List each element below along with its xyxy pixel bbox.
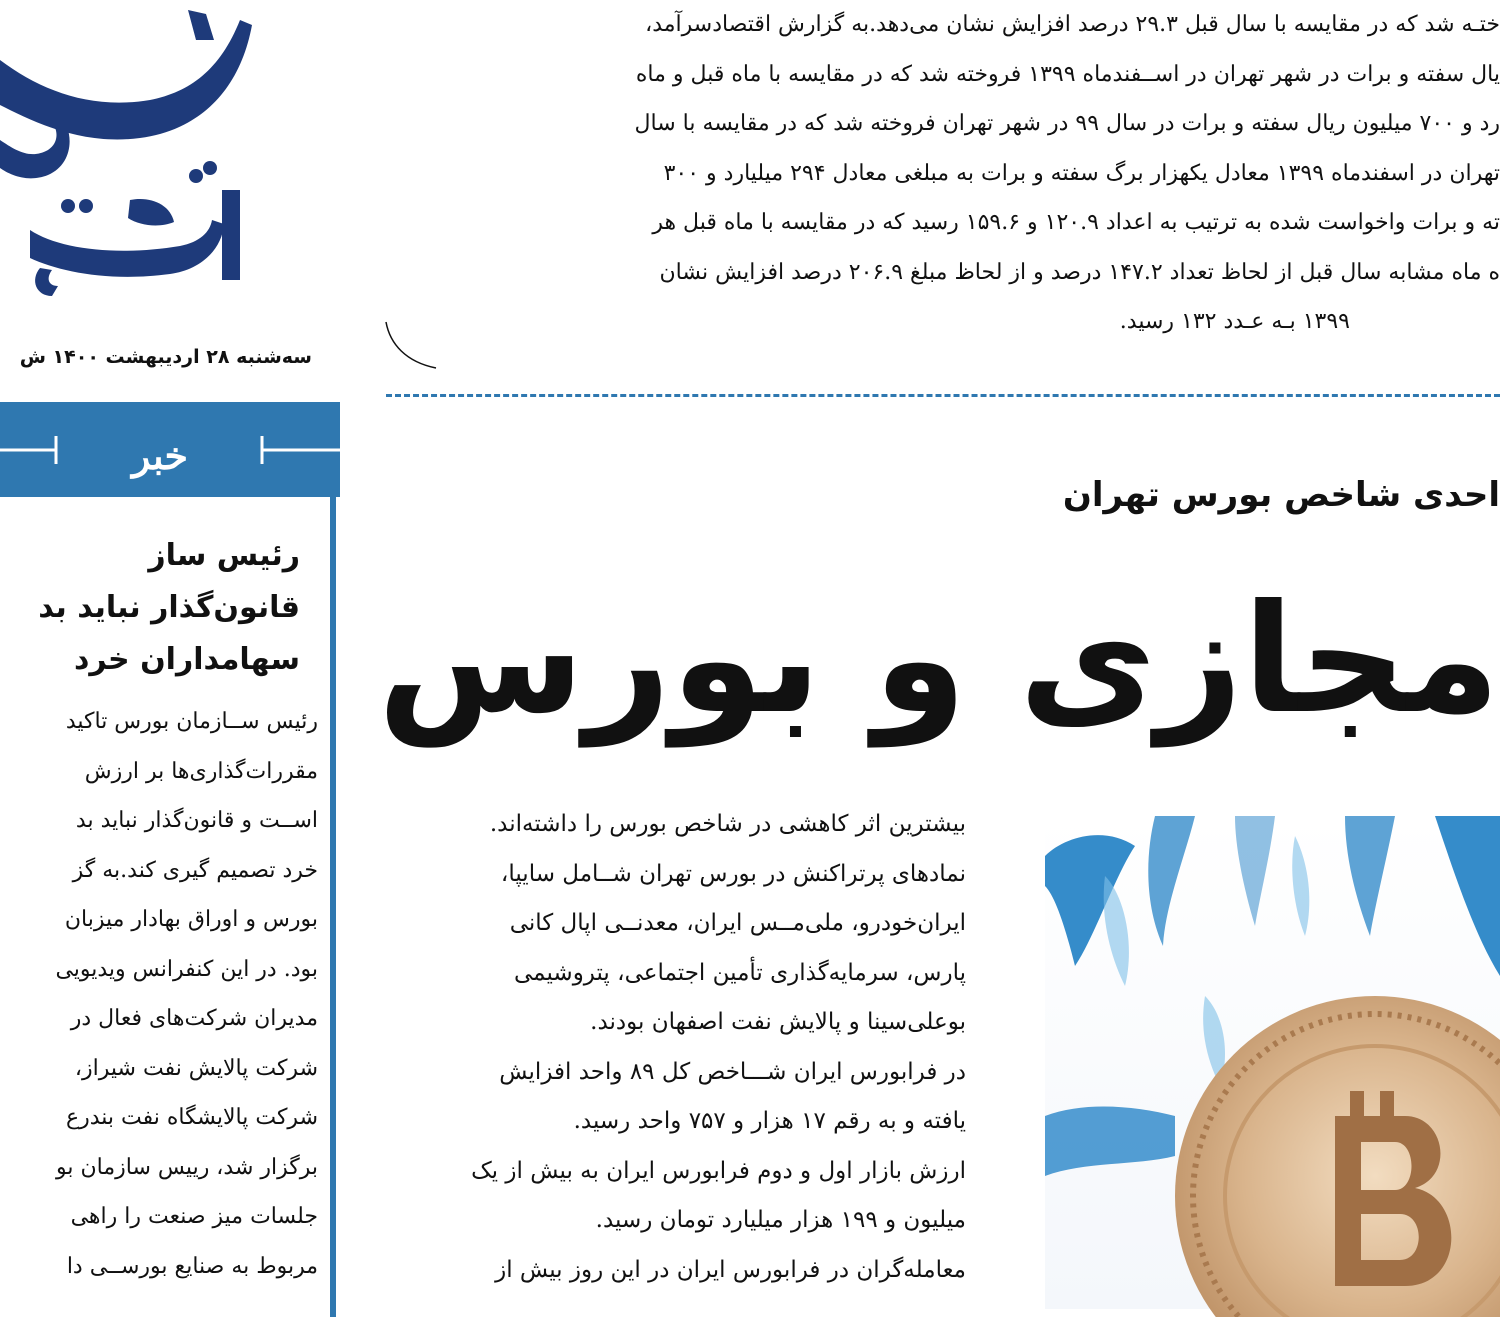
sidebar-body-line: شرکت پالایش نفت شیراز،: [74, 1055, 318, 1081]
story-body-line: میلیون و ۱۹۹ هزار میلیارد تومان رسید.: [595, 1207, 966, 1233]
story-headline: مجازی و بورس: [377, 573, 1500, 747]
top-article-line: رد و ۷۰۰ میلیون ریال سفته و برات در سال ۹۹ در شهر تهران فروخته شد که در مقایسه با سال: [634, 111, 1500, 136]
sidebar-body-line: مدیران شرکت‌های فعال در: [70, 1006, 318, 1031]
sidebar-body-line: اســت و قانون‌گذار نباید بد: [75, 808, 318, 833]
sidebar-headline-line: سهامداران خرد: [73, 642, 300, 677]
sidebar-body-line: خرد تصمیم گیری کند.به گز: [72, 857, 318, 883]
masthead-logo: [0, 0, 260, 310]
story-body-line: بوعلی‌سینا و پالایش نفت اصفهان بودند.: [590, 1009, 966, 1035]
sidebar-body-line: مربوط به صنایع بورســی دا: [66, 1253, 318, 1279]
top-article-line: ختـه شد که در مقایسه با سال قبل ۲۹.۳ درصد افزایش نشان می‌دهد.به گزارش اقتصادسرآمد،: [645, 12, 1500, 37]
sidebar-body-text: [0, 697, 318, 1291]
sidebar-body-line: بورس و اوراق بهادار میزبان: [64, 907, 318, 932]
sidebar-body-line: شرکت پالایشگاه نفت بندرع: [65, 1105, 318, 1130]
sidebar-section-label: خبر: [132, 433, 188, 478]
bitcoin-photo: [1045, 816, 1500, 1309]
story-body-line: معامله‌گران در فرابورس ایران در این روز بیش از: [495, 1256, 966, 1283]
story-body-line: ارزش بازار اول و دوم فرابورس ایران به بیش از یک: [471, 1157, 966, 1184]
story-body-line: در فرابورس ایران شـــاخص کل ۸۹ واحد افزایش: [499, 1058, 966, 1085]
story-body-text: [386, 800, 966, 1309]
corner-ornament: [380, 318, 440, 374]
sidebar-body-line: بود. در این کنفرانس ویدیویی: [55, 956, 318, 982]
sidebar-body-line: برگزار شد، رییس سازمان بو: [56, 1154, 318, 1180]
story-body-line: ایران‌خودرو، ملی‌مــس ایران، معدنــی اپال کانی: [509, 910, 966, 936]
story-body-line: یافته و به رقم ۱۷ هزار و ۷۵۷ واحد رسید.: [573, 1108, 966, 1134]
sidebar-body-line: رئیس ســازمان بورس تاکید: [65, 709, 318, 734]
story-kicker: احدی شاخص بورس تهران: [1062, 475, 1500, 515]
sidebar-headline-line: قانون‌گذار نباید بد: [38, 590, 300, 625]
sidebar-headline: [0, 530, 300, 686]
top-article-line: ته و برات واخواست شده به ترتیب به اعداد ۱۲۰.۹ و ۱۵۹.۶ رسید که در مقایسه با ماه قبل هر: [652, 210, 1500, 235]
top-article-text: [422, 0, 1500, 347]
sidebar-body-line: جلسات میز صنعت را راهی: [70, 1204, 318, 1229]
story-body-line: نمادهای پرتراکنش در بورس تهران شــامل سایپا،: [500, 860, 966, 887]
story-body-line: بیشترین اثر کاهشی در شاخص بورس را داشته‌اند.: [489, 811, 966, 837]
top-article-line: تهران در اسفندماه ۱۳۹۹ معادل یکهزار برگ سفته و برات به مبلغی معادل ۲۹۴ میلیارد و ۳۰۰: [663, 160, 1500, 186]
section-divider: [386, 394, 1500, 397]
sidebar-headline-line: رئیس ساز: [148, 538, 300, 573]
story-body-line: پارس، سرمایه‌گذاری تأمین اجتماعی، پتروشیمی: [514, 959, 966, 986]
sidebar-body-line: مقررات‌گذاری‌ها بر ارزش: [84, 758, 318, 784]
top-article-line: ۱۳۹۹ بـه عـدد ۱۳۲ رسید.: [1119, 309, 1350, 334]
top-article-line: یال سفته و برات در شهر تهران در اســفندماه ۱۳۹۹ فروخته شد که در مقایسه با ماه قبل و ماه: [635, 61, 1500, 87]
issue-date: سه‌شنبه ۲۸ اردیبهشت ۱۴۰۰ ش: [19, 346, 312, 368]
top-article-line: ه ماه مشابه سال قبل از لحاظ تعداد ۱۴۷.۲ درصد و از لحاظ مبلغ ۲۰۶.۹ درصد افزایش نشان: [659, 259, 1500, 285]
